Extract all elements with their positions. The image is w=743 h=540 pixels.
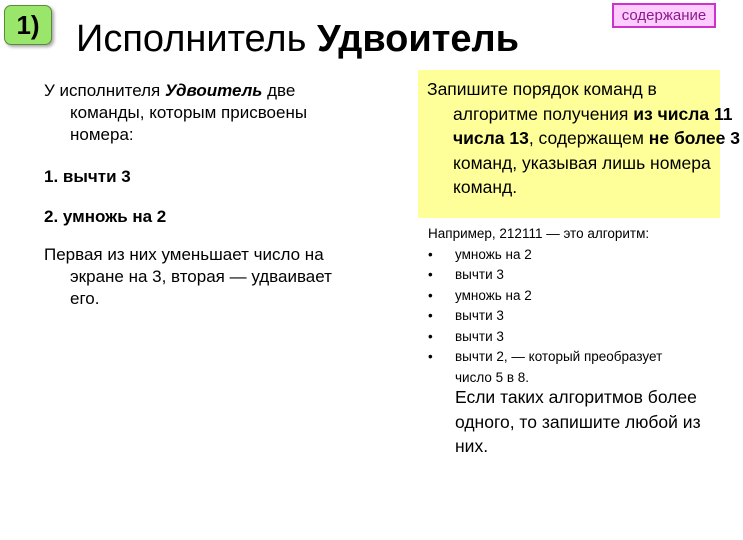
list-item: • умножь на 2: [428, 286, 718, 307]
slide-title: [76, 18, 519, 61]
intro-post: две команды, которым присвоены номера:: [70, 81, 308, 144]
title-prefix: Исполнитель: [76, 18, 317, 60]
description-paragraph: Первая из них уменьшает число на экране на 3, вторая — удваивает его.: [44, 245, 332, 308]
task-end: команд, указывая лишь номера команд.: [453, 152, 711, 197]
task-bold-limit: не более 3: [648, 128, 740, 148]
task-text: [427, 77, 743, 200]
outro-paragraph: Если таких алгоритмов более одного, то запишите любой из них.: [455, 387, 701, 456]
example-block: [428, 224, 718, 388]
list-item: • вычти 3: [428, 265, 718, 286]
intro-paragraph: [44, 80, 364, 146]
task-bold-numbers: из числа 11 числа 13: [453, 103, 733, 148]
title-bold: Удвоитель: [316, 18, 519, 60]
left-column: [44, 80, 364, 310]
list-item: • вычти 2, — который преобразует: [428, 347, 718, 368]
list-item: • вычти 3: [428, 306, 718, 327]
slide-number-badge: 1): [4, 5, 52, 45]
example-list: [428, 245, 718, 368]
intro-executor-name: Удвоитель: [164, 81, 263, 100]
list-item: • вычти 3: [428, 327, 718, 348]
task-mid: , содержащем: [528, 128, 649, 148]
task-line1: Запишите порядок команд в алгоритме получения: [427, 79, 657, 124]
toc-link-button[interactable]: содержание: [612, 3, 716, 28]
command-1: 1. вычти 3: [44, 167, 131, 186]
intro-pre: У исполнителя: [44, 81, 165, 100]
example-tail: число 5 в 8.: [455, 369, 530, 385]
command-2: 2. умножь на 2: [44, 207, 167, 226]
list-item: • умножь на 2: [428, 245, 718, 266]
example-intro: Например, 212111 — это алгоритм:: [428, 226, 650, 241]
